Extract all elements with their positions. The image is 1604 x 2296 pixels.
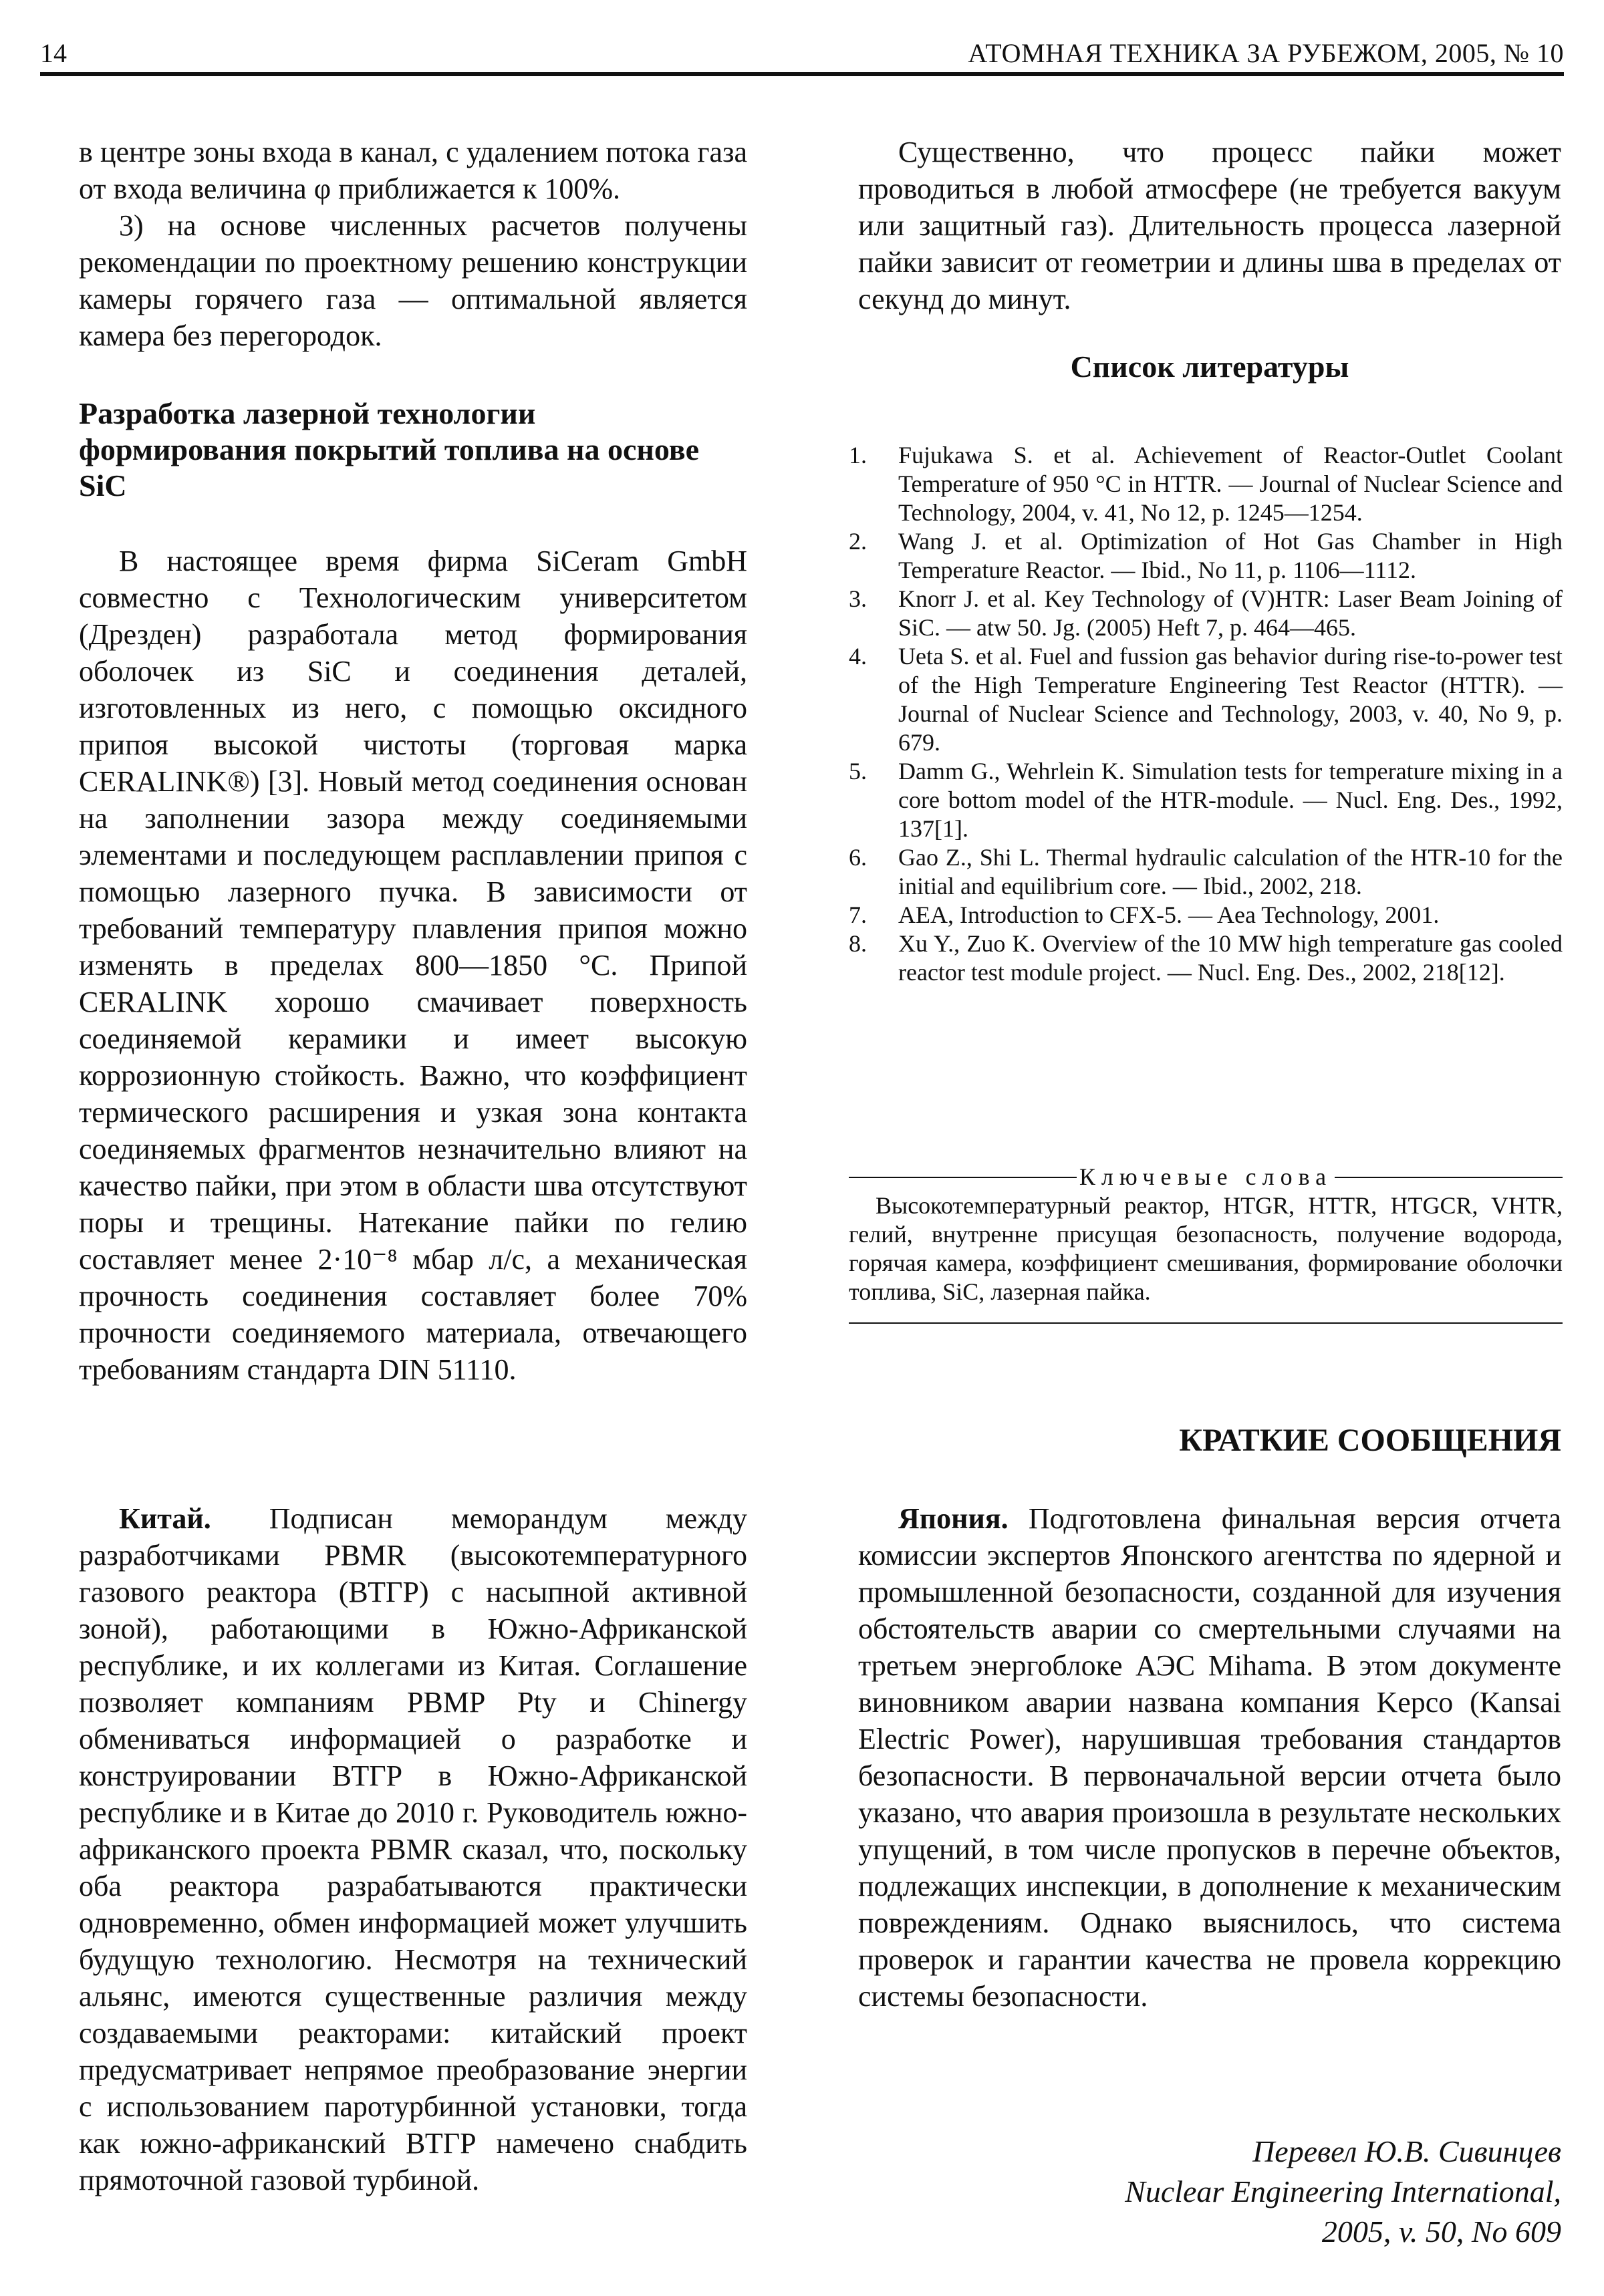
reference-item: 6. Gao Z., Shi L. Thermal hydraulic calculation of the HTR-10 for the initial and equilibrium core. — Ibid., 2002, 218. (849, 844, 1563, 899)
reference-item: 8. Xu Y., Zuo K. Overview of the 10 MW high temperature gas cooled reactor test module project. — Nucl. Eng. Des., 2002, 218[12]. (849, 930, 1563, 986)
journal-title: АТОМНАЯ ТЕХНИКА ЗА РУБЕЖОМ, 2005, № 10 (968, 38, 1564, 68)
paragraph: в центре зоны входа в канал, с удалением потока газа от входа величина φ приближается к 100%. (79, 136, 747, 205)
references-list (849, 441, 1563, 987)
page-header (40, 27, 1564, 74)
reference-item: 1. Fujukawa S. et al. Achievement of Reactor-Outlet Coolant Temperature of 950 °C in HTTR. — Journal of Nuclear Science and Technology, 2004, v. 41, No 12, p. 1245—1254. (849, 442, 1563, 526)
reference-item: 5. Damm G., Wehrlein K. Simulation tests for temperature mixing in a core bottom model of the HTR-module. — Nucl. Eng. Des., 1992, 137[1]. (849, 758, 1563, 842)
keywords-text: Высокотемпературный реактор, HTGR, HTTR, HTGCR, VHTR, гелий, внутренне присущая безопасность, получение водорода, горячая камера, коэффициент смешивания, формирование оболочки топлива, SiC, лазерная пайка. (849, 1192, 1563, 1305)
section-heading: Разработка лазерной технологии формирования покрытий топлива на основе SiC (79, 396, 700, 503)
reference-item: 2. Wang J. et al. Optimization of Hot Gas Chamber in High Temperature Reactor. — Ibid., No 11, p. 1106—1112. (849, 528, 1563, 583)
divider (849, 1322, 1563, 1324)
news-japan (858, 1500, 1561, 2015)
divider (849, 1177, 1077, 1178)
paragraph: В настоящее время фирма SiCeram GmbH совместно с Технологическим университетом (Дрезден) разработала метод формирования оболочек из SiC и соединения деталей, изготовленных из него, с помощью оксидного припоя высокой чистоты (торговая марка CERALINK®) [3]. Новый метод соединения основан на заполнении зазора между соединяемыми элементами и последующем расплавлении припоя с помощью лазерного пучка. В зависимости от требований температуру плавления припоя можно изменять в пределах 800—1850 °C. Припой CERALINK хорошо смачивает поверхность соединяемой керамики и имеет высокую коррозионную стойкость. Важно, что коэффициент термического расширения и узкая зона контакта соединяемых фрагментов незначительно влияют на качество пайки, при этом в области шва отсутствуют поры и трещины. Натекание пайки по гелию составляет менее 2·10⁻⁸ мбар л/с, а механическая прочность соединения составляет более 70% прочности соединяемого материала, отвечающего требованиям стандарта DIN 51110. (79, 545, 747, 1386)
section-title: КРАТКИЕ СООБЩЕНИЯ (1179, 1423, 1561, 1458)
news-body: Подписан меморандум между разработчиками PBMR (высокотемпературного газового реактора (ВТГР) с насыпной активной зоной), работающими в Южно-Африканской республике, и их коллегами из Китая. Соглашение позволяет компаниям PBMP Pty и Chinergy обмениваться информацией о разработке и конструировании ВТГР в Южно-Африканской республике и в Китае до 2010 г. Руководитель южно-африканского проекта PBMR сказал, что, поскольку оба реактора разрабатываются практически одновременно, обмен информацией может улучшить будущую технологию. Несмотря на технический альянс, имеются существенные различия между создаваемыми реакторами: китайский проект предусматривает непрямое преобразование энергии с использованием паротурбинной установки, тогда как южно-африканский ВТГР намечено снабдить прямоточной газовой турбиной. (79, 1502, 747, 2196)
references-title: Список литературы (1070, 349, 1349, 384)
keywords-title: Ключевые слова (849, 1163, 1563, 1191)
right-column-article (858, 134, 1561, 385)
header-rule (40, 72, 1564, 76)
reference-item: 3. Knorr J. et al. Key Technology of (V)HTR: Laser Beam Joining of SiC. — atw 50. Jg. (2005) Heft 7, p. 464—465. (849, 585, 1563, 641)
signature (1125, 2132, 1561, 2252)
translator: Перевел Ю.В. Сивинцев (1252, 2134, 1561, 2168)
divider (1335, 1177, 1563, 1178)
reference-item: 7. AEA, Introduction to CFX-5. — Aea Technology, 2001. (849, 901, 1440, 928)
news-lead: Китай. (119, 1502, 211, 1535)
paragraph: Существенно, что процесс пайки может проводиться в любой атмосфере (не требуется вакуум или защитный газ). Длительность процесса лазерной пайки зависит от геометрии и длины шва в пределах от секунд до минут. (858, 136, 1561, 315)
paragraph: 3) на основе численных расчетов получены рекомендации по проектному решению конструкции камеры горячего газа — оптимальной является камера без перегородок. (79, 209, 747, 352)
left-column-article (79, 134, 747, 1388)
reference-item: 4. Ueta S. et al. Fuel and fussion gas behavior during rise-to-power test of the High Temperature Engineering Test Reactor (HTTR). — Journal of Nuclear Science and Technology, 2003, v. 40, No 9, p. 679. (849, 643, 1563, 756)
news-china (79, 1500, 747, 2198)
source-line: Nuclear Engineering International, (1125, 2174, 1561, 2208)
news-body: Подготовлена финальная версия отчета комиссии экспертов Японского агентства по ядерной и промышленной безопасности, созданной для изучения обстоятельств аварии со смертельными случаями на третьем энергоблоке АЭС Mihama. В этом документе виновником аварии названа компания Kepco (Kansai Electric Power), нарушившая требования стандартов безопасности. В первоначальной версии отчета было указано, что авария произошла в результате нескольких упущений, в том числе пропусков в перечне объектов, подлежащих инспекции, в дополнение к механическим повреждениям. Однако выяснилось, что система проверок и гарантии качества не провела коррекцию системы безопасности. (858, 1502, 1561, 2013)
news-lead: Япония. (898, 1502, 1009, 1535)
source-line: 2005, v. 50, No 609 (1321, 2214, 1561, 2249)
keywords-block (849, 1163, 1563, 1324)
page-number: 14 (40, 38, 67, 68)
